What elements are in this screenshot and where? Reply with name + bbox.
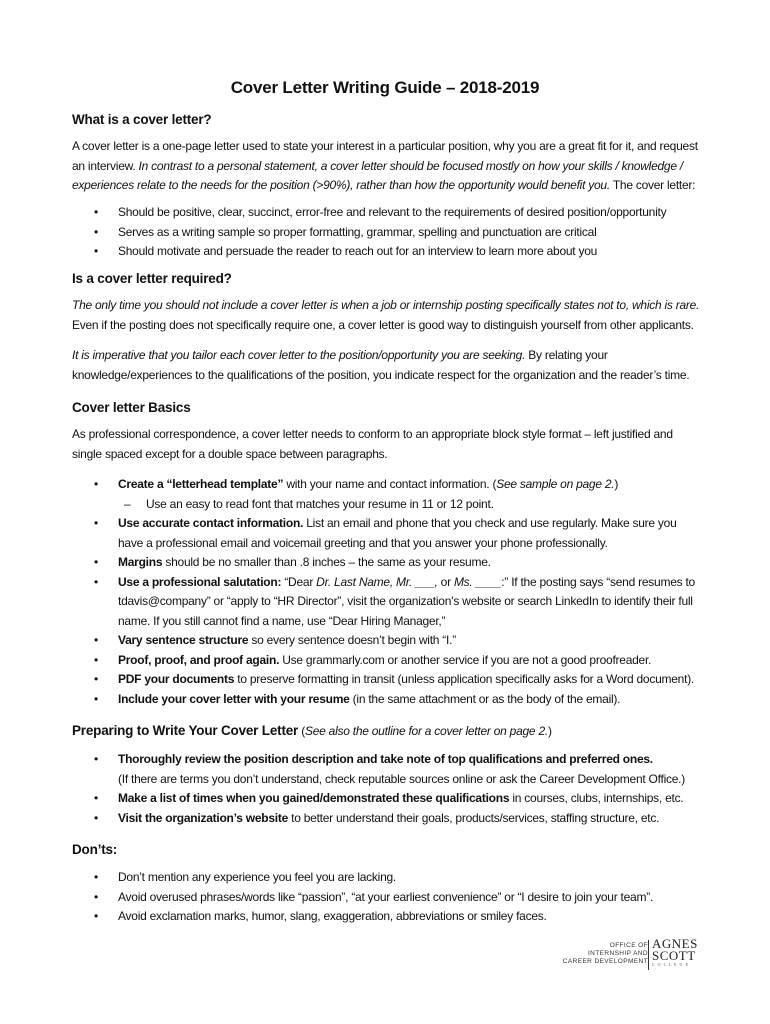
definition-text: A cover letter is a one-page letter used to state your interest in a particular position, why you are a great fit for it, and request an interview. xyxy=(72,139,698,173)
list-item: • Avoid overused phrases/words like “passion”, “at your earliest convenience” or “I desire to join your team”. xyxy=(72,888,704,908)
logo-divider xyxy=(648,940,649,970)
letterhead-text: with your name and contact information. ( xyxy=(286,477,497,491)
list-item xyxy=(72,631,704,651)
vary-bold: Vary sentence structure xyxy=(118,633,249,647)
include-bold: Include your cover letter with your resume xyxy=(118,691,350,706)
required-rest: Even if the posting does not specifically require one, a cover letter is good way to distinguish yourself from other applicants. xyxy=(72,317,694,332)
list-item xyxy=(72,514,704,553)
wordmark-line-2: SCOTT xyxy=(652,948,696,963)
cover-letter-traits-list xyxy=(72,203,704,262)
paragraph-definition xyxy=(72,137,704,196)
list-item xyxy=(72,651,704,671)
salutation-or: or xyxy=(440,574,451,589)
website-text: to better understand their goals, products/services, staffing structure, etc. xyxy=(291,810,660,825)
salutation-italic-ms: Ms. ____ xyxy=(453,574,502,589)
list-item: • Should motivate and persuade the reader to reach out for an interview to learn more about you xyxy=(72,242,704,262)
office-name xyxy=(563,942,648,966)
vary-text: so every sentence doesn’t begin with “I.” xyxy=(251,633,456,647)
heading-donts: Don’ts: xyxy=(72,842,118,857)
proof-bold: Proof, proof, and proof again. xyxy=(118,652,280,667)
heading-what-is: What is a cover letter? xyxy=(72,112,212,127)
office-line-2: INTERNSHIP AND xyxy=(587,950,648,957)
dash-glyph: – xyxy=(124,496,131,511)
wordmark-line-1: AGNES xyxy=(652,936,698,951)
tailor-rest: By relating your knowledge/experiences to the qualifications of the position, you indicate respect for the organization and the reader’s time. xyxy=(72,348,690,382)
contact-text: List an email and phone that you check and use regularly. Make sure you have a professional email and voicemail greeting and that you answer your phone professionally. xyxy=(118,516,677,550)
heading-preparing-italic: See also the outline for a cover letter on page 2. xyxy=(304,724,548,738)
pdf-text: to preserve formatting in transit (unless application specifically asks for a Word document). xyxy=(237,672,695,686)
sub-list-item xyxy=(72,495,704,515)
list-item xyxy=(72,553,704,573)
letterhead-close: ) xyxy=(614,477,619,491)
pdf-bold: PDF your documents xyxy=(118,672,235,686)
review-bold: Thoroughly review the position description and take note of top qualifications and preferred ones. xyxy=(118,752,653,766)
list-item xyxy=(72,573,704,632)
list-item: • Serves as a writing sample so proper formatting, grammar, spelling and punctuation are critical xyxy=(72,223,704,243)
times-text: in courses, clubs, internships, etc. xyxy=(512,791,684,805)
preparing-list xyxy=(72,750,704,828)
list-item xyxy=(72,690,704,710)
heading-preparing-line xyxy=(72,721,704,742)
definition-end: The cover letter: xyxy=(612,178,696,192)
paragraph-basics: As professional correspondence, a cover letter needs to conform to an appropriate block style format – left justified and single spaced except for a double space between paragraphs. xyxy=(72,427,673,461)
margins-bold: Margins xyxy=(118,555,163,569)
paragraph-required xyxy=(72,296,704,335)
list-item: • Should be positive, clear, succinct, error-free and relevant to the requirements of desired position/opportunity xyxy=(72,203,704,223)
heading-preparing: Preparing to Write Your Cover Letter xyxy=(72,723,299,738)
proof-text: Use grammarly.com or another service if you are not a good proofreader. xyxy=(282,652,652,667)
heading-basics: Cover letter Basics xyxy=(72,400,191,415)
list-item: • Avoid exclamation marks, humor, slang, exaggeration, abbreviations or smiley faces. xyxy=(72,907,704,927)
list-item xyxy=(72,789,704,809)
basics-list xyxy=(72,475,704,709)
letterhead-bold: Create a “letterhead template” xyxy=(118,477,284,491)
heading-required: Is a cover letter required? xyxy=(72,271,232,286)
sub-item-text: Use an easy to read font that matches your resume in 11 or 12 point. xyxy=(146,496,494,511)
heading-paren-close: ) xyxy=(547,724,552,738)
heading-paren-open: ( xyxy=(301,724,305,738)
list-item xyxy=(72,750,704,789)
times-bold: Make a list of times when you gained/demonstrated these qualifications xyxy=(118,791,510,805)
college-wordmark xyxy=(652,938,698,967)
list-item xyxy=(72,809,704,829)
contact-bold: Use accurate contact information. xyxy=(118,516,304,530)
salutation-bold: Use a professional salutation: xyxy=(118,574,282,589)
salutation-text: “Dear xyxy=(284,574,314,589)
paragraph-tailor xyxy=(72,346,704,385)
definition-italic: In contrast to a personal statement, a cover letter should be focused mostly on how your skills / knowledge / experiences relate to the needs for the position (>90%), rather than how the opportunity would benefit you. xyxy=(72,158,683,192)
footer-logo xyxy=(554,938,704,972)
required-italic: The only time you should not include a cover letter is when a job or internship posting specifically states not to, which is rare. xyxy=(72,298,700,312)
include-text: (in the same attachment or as the body of the email). xyxy=(352,691,621,706)
office-line-3: CAREER DEVELOPMENT xyxy=(562,958,648,965)
donts-list xyxy=(72,868,704,927)
list-item: • Don’t mention any experience you feel you are lacking. xyxy=(72,868,704,888)
letterhead-italic: See sample on page 2. xyxy=(496,477,615,491)
list-item xyxy=(72,475,704,495)
salutation-italic: Dr. Last Name, Mr. ___, xyxy=(316,574,438,589)
tailor-italic: It is imperative that you tailor each cover letter to the position/opportunity you are seeking. xyxy=(72,348,526,362)
review-text: (If there are terms you don’t understand, check reputable sources online or ask the Career Development Office.) xyxy=(118,771,685,786)
website-bold: Visit the organization’s website xyxy=(118,810,289,825)
salutation-rest: :” If the posting says “send resumes to tdavis@company” or “apply to “HR Director”, visit the organization’s website or search LinkedIn to identify their full name. If you still cannot find a name, use “Dear Hiring Manager,” xyxy=(118,574,695,628)
office-line-1: OFFICE OF xyxy=(609,942,648,949)
page-title: Cover Letter Writing Guide – 2018-2019 xyxy=(230,78,540,97)
margins-text: should be no smaller than .8 inches – the same as your resume. xyxy=(165,555,491,569)
wordmark-tagline: C O L L E G E xyxy=(652,962,689,967)
list-item xyxy=(72,670,704,690)
